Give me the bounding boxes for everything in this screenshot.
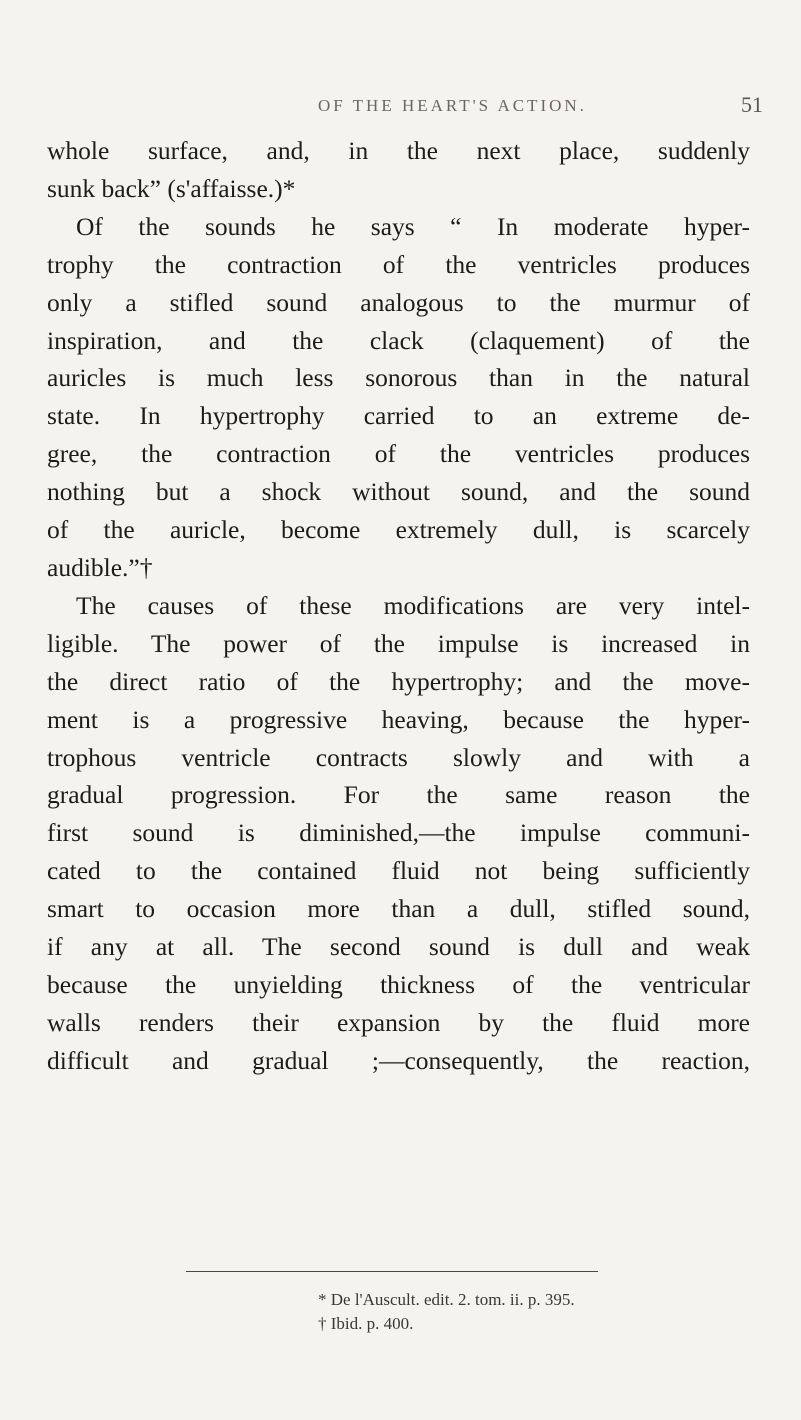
- text-line: because the unyielding thickness of the ventricular: [47, 969, 750, 999]
- footnotes: [318, 1288, 575, 1336]
- text-line: cated to the contained fluid not being sufficiently: [47, 856, 750, 886]
- text-line: inspiration, and the clack (claquement) of the: [47, 325, 750, 355]
- text-line: only a stifled sound analogous to the murmur of: [47, 287, 750, 317]
- text-line: walls renders their expansion by the fluid more: [47, 1007, 750, 1037]
- footnote-rule: [186, 1271, 598, 1272]
- footnote: * De l'Auscult. edit. 2. tom. ii. p. 395.: [318, 1290, 575, 1309]
- text-line: nothing but a shock without sound, and the sound: [47, 477, 750, 507]
- footnote: † Ibid. p. 400.: [318, 1314, 414, 1333]
- text-line: ment is a progressive heaving, because the hyper-: [47, 704, 750, 734]
- text-line: audible.”†: [47, 552, 153, 582]
- running-title: OF THE HEART'S ACTION.: [318, 96, 587, 115]
- text-line: difficult and gradual ;—consequently, the reaction,: [47, 1045, 750, 1075]
- text-line: trophous ventricle contracts slowly and with a: [47, 742, 750, 772]
- text-line: of the auricle, become extremely dull, is scarcely: [47, 515, 750, 545]
- text-line: The causes of these modifications are very intel-: [76, 590, 750, 620]
- text-line: whole surface, and, in the next place, suddenly: [47, 136, 750, 165]
- text-line: gree, the contraction of the ventricles produces: [47, 439, 750, 469]
- text-line: Of the sounds he says “ In moderate hyper-: [76, 211, 750, 241]
- text-line: smart to occasion more than a dull, stifled sound,: [47, 894, 750, 924]
- page-number: 51: [741, 92, 763, 117]
- text-line: gradual progression. For the same reason the: [47, 780, 750, 810]
- text-line: state. In hypertrophy carried to an extreme de-: [47, 401, 750, 431]
- text-line: trophy the contraction of the ventricles produces: [47, 249, 750, 279]
- text-line: if any at all. The second sound is dull and weak: [47, 932, 750, 962]
- text-line: ligible. The power of the impulse is increased in: [47, 628, 750, 658]
- text-line: sunk back” (s'affaisse.)*: [47, 173, 296, 203]
- text-line: auricles is much less sonorous than in the natural: [47, 363, 750, 393]
- body-text: [47, 132, 750, 1080]
- text-line: the direct ratio of the hypertrophy; and the move-: [47, 666, 750, 696]
- text-line: first sound is diminished,—the impulse communi-: [47, 818, 750, 848]
